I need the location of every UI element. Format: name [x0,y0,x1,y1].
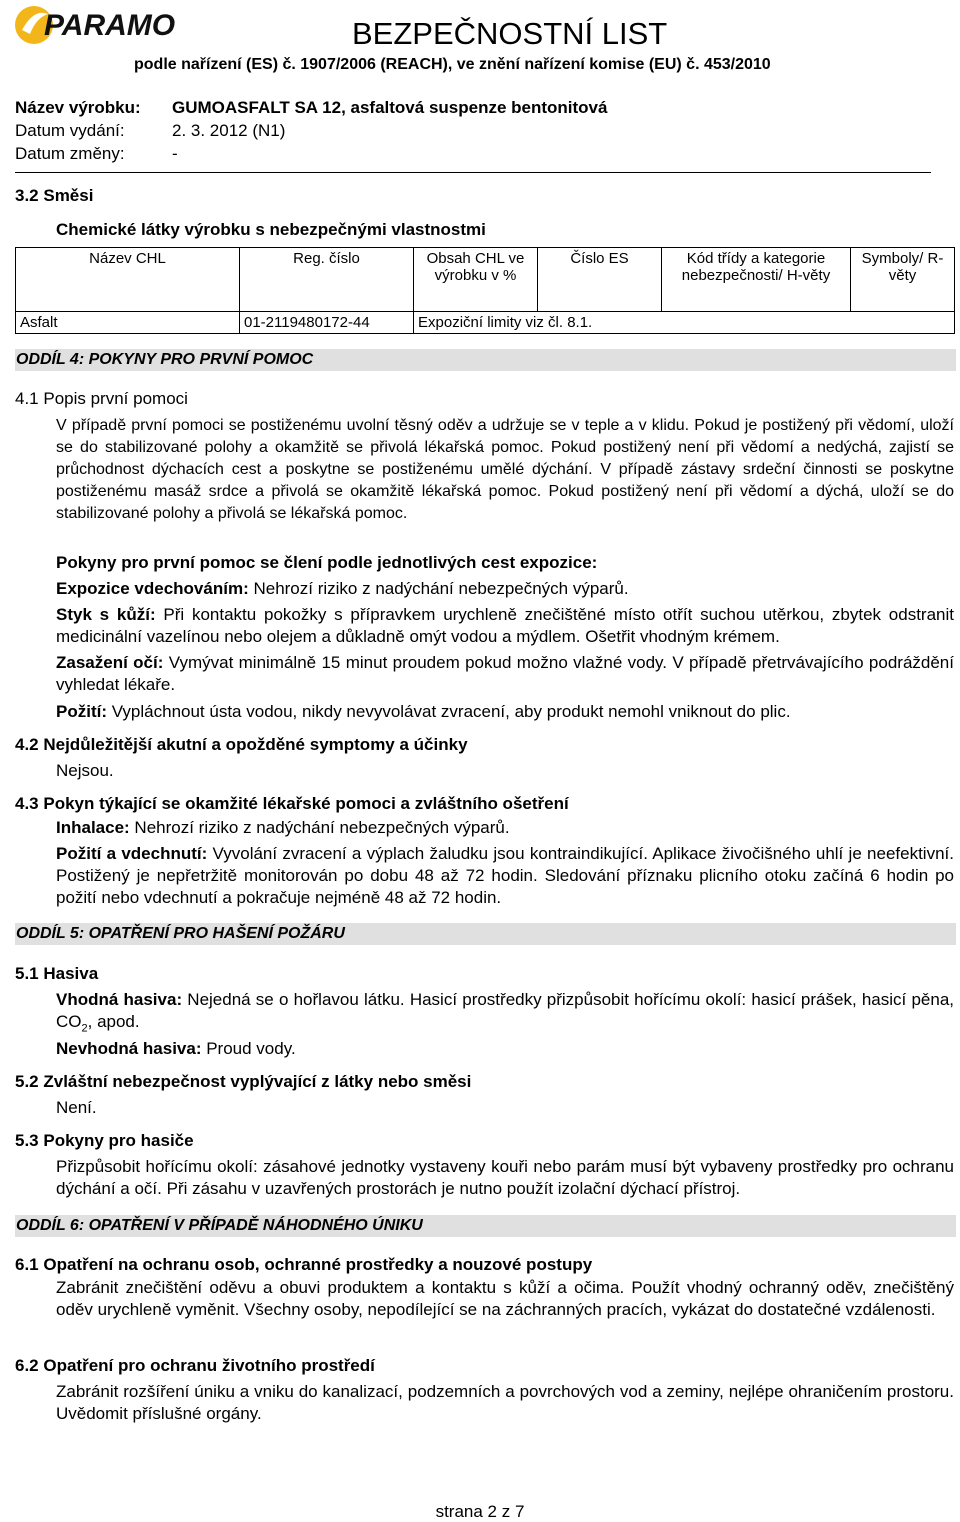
th-content: Obsah CHL ve výrobku v % [414,248,538,312]
co2-subscript: 2 [81,1022,88,1035]
inhalation2-label: Inhalace: [56,818,130,837]
inhalation2-line [56,818,510,838]
inhalation2-text: Nehrozí riziko z nadýchání nebezpečných výparů. [129,818,510,837]
cell-note: Expoziční limity viz čl. 8.1. [414,312,955,334]
ingestion2-text: Vyvolání zvracení a výplach žaludku jsou kontraindikující. Aplikace živočišného uhlí je neefektivní. Postižený je nepřetržitě monitorován po dobu 48 až 72 hodin. Sledování příznaku plicního otoku začíná 6 hodin po požití nebo vdechnutí a pokračuje nejméně 48 až 72 hodin. [56,844,954,907]
inhalation-label: Expozice vdechováním: [56,579,249,598]
heading-4-2: 4.2 Nejdůležitější akutní a opožděné symptomy a účinky [15,735,468,754]
routes-heading: Pokyny pro první pomoc se člení podle jednotlivých cest expozice: [56,553,598,572]
logo-text: PARAMO [44,9,176,42]
section-6-bar: ODDÍL 6: OPATŘENÍ V PŘÍPADĚ NÁHODNÉHO ÚNIKU [15,1215,956,1237]
suitable-end: , apod. [87,1012,140,1031]
th-hazard: Kód třídy a kategorie nebezpečnosti/ H-věty [662,248,851,312]
heading-4-3: 4.3 Pokyn týkající se okamžité lékařské pomoci a zvláštního ošetření [15,794,569,813]
unsuitable-text: Proud vody. [201,1039,296,1058]
hazard-text: Není. [56,1098,97,1117]
issued-value: 2. 3. 2012 (N1) [172,121,286,140]
personal-precautions-paragraph: Zabránit znečištění oděvu a obuvi produktem a kontaktu s kůží a očima. Použít vhodný ochranný oděv, znečištěný oděv urychleně vyměnit. Všechny osoby, nepodílející se na záchranných pracích, vykázat do dostatečné vzdálenosti. [56,1278,954,1319]
heading-6-1: 6.1 Opatření na ochranu osob, ochranné prostředky a nouzové postupy [15,1255,593,1274]
ingestion-label: Požití: [56,702,107,721]
ingestion-line [56,702,791,722]
chemical-table [15,247,955,334]
ingestion-text: Vypláchnout ústa vodou, nikdy nevyvolávat zvracení, aby produkt nemohl vniknout do plic. [107,702,791,721]
ingestion2-label: Požití a vdechnutí: [56,844,208,863]
firefighter-paragraph: Přizpůsobit hořícímu okolí: zásahové jednotky vystaveny kouři nebo parám musí být vybaveny prostředky pro ochranu dýchání a očí. Při zásahu v uzavřených prostorách je nutno použít izolační dýchací přístroj. [56,1157,954,1198]
heading-6-2: 6.2 Opatření pro ochranu životního prostředí [15,1356,375,1375]
eye-paragraph [56,652,954,696]
skin-text: Při kontaktu pokožky s přípravkem urychleně znečištěné místo otřít suchou utěrkou, zbytek odstranit medicinální vazelínou nebo olejem a důkladně omýt vodou a mýdlem. Ošetřit vhodným krémem. [56,605,954,646]
product-label: Název výrobku: [15,98,141,117]
ingestion2-paragraph [56,843,954,909]
mixture-intro: Chemické látky výrobku s nebezpečnými vlastnostmi [56,220,486,239]
heading-3-2: 3.2 Směsi [15,186,94,205]
changed-value: - [172,144,178,163]
cell-reg: 01-2119480172-44 [240,312,414,334]
th-reg: Reg. číslo [240,248,414,312]
th-es: Číslo ES [538,248,662,312]
eye-label: Zasažení očí: [56,653,164,672]
inhalation-text: Nehrozí riziko z nadýchání nebezpečných výparů. [248,579,629,598]
unsuitable-line [56,1039,296,1059]
paramo-logo [14,0,210,50]
product-value: GUMOASFALT SA 12, asfaltová suspenze bentonitová [172,98,608,117]
th-name: Název CHL [16,248,240,312]
header-divider [15,172,931,173]
heading-5-1: 5.1 Hasiva [15,964,99,983]
first-aid-paragraph: V případě první pomoci se postiženému uvolní těsný oděv a udržuje se v teple a v klidu. Pokud je postižený při vědomí, uloží se do stabilizované polohy a okamžitě se přivolá lékařská pomoc. Pokud postižený není při vědomí a nedýchá, zajistí se průchodnost dýchacích cest a poskytne se postiženému umělé dýchání. V případě zástavy srdeční činnosti se poskytne postiženému masáž srdce a přivolá se okamžitě lékařská pomoc. Pokud postižený není při vědomí a dýchá, uloží se do stabilizované polohy a přivolá se lékařská pomoc. [56,417,954,522]
heading-5-2: 5.2 Zvláštní nebezpečnost vyplývající z látky nebo směsi [15,1072,472,1091]
changed-label: Datum změny: [15,144,125,163]
cell-name: Asfalt [16,312,240,334]
document-subtitle: podle nařízení (ES) č. 1907/2006 (REACH), ve znění nařízení komise (EU) č. 453/2010 [134,56,771,73]
eye-text: Vymývat minimálně 15 minut proudem pokud možno vlažné vody. V případě přetrvávajícího podráždění vyhledat lékaře. [56,653,954,694]
issued-label: Datum vydání: [15,121,125,140]
document-title: BEZPEČNOSTNÍ LIST [352,16,668,51]
heading-4-1: 4.1 Popis první pomoci [15,389,188,408]
environment-paragraph: Zabránit rozšíření úniku a vniku do kanalizací, podzemních a povrchových vod a zeminy, nejlépe ohraničením prostoru. Uvědomit příslušné orgány. [56,1382,954,1423]
page-number: strana 2 z 7 [435,1502,525,1521]
symptoms-text: Nejsou. [56,761,114,780]
th-symbols: Symboly/ R-věty [851,248,955,312]
suitable-label: Vhodná hasiva: [56,990,183,1009]
suitable-text: Nejedná se o hořlavou látku. Hasicí prostředky přizpůsobit hořícímu okolí: hasicí prášek, hasicí pěna, CO [56,990,954,1031]
suitable-paragraph [56,989,954,1039]
section-5-bar: ODDÍL 5: OPATŘENÍ PRO HAŠENÍ POŽÁRU [15,923,956,945]
skin-paragraph [56,604,954,648]
inhalation-line [56,579,629,599]
skin-label: Styk s kůží: [56,605,156,624]
heading-5-3: 5.3 Pokyny pro hasiče [15,1131,194,1150]
section-4-bar: ODDÍL 4: POKYNY PRO PRVNÍ POMOC [15,349,956,371]
unsuitable-label: Nevhodná hasiva: [56,1039,202,1058]
